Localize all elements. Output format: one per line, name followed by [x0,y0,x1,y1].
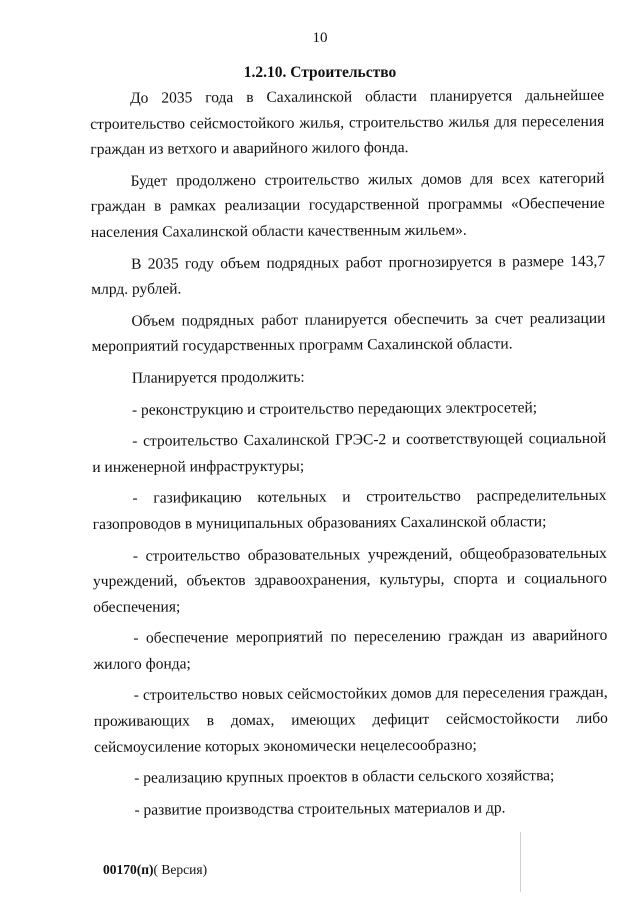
paragraph-construction-plans: До 2035 года в Сахалинской области планируется дальнейшее строительство сейсмостойкого жилья, строительство жилья для переселения граждан из ветхого и аварийного жилого фонда. [90,86,605,159]
list-item-seismic-houses: - строительство новых сейсмостойких домов для переселения граждан, проживающих в домах, имеющих дефицит сейсмостойкости либо сейсмоусиление которых экономически нецелесообразно; [93,684,608,756]
paragraph-funding: Объем подрядных работ планируется обеспечить за счет реализации мероприятий государственных программ Сахалинской области. [91,309,606,356]
scan-artifact-line [520,832,521,892]
list-item-power-grids: - реконструкцию и строительство передающих электросетей; [131,398,538,419]
document-footer [103,862,207,878]
page-number: 10 [312,30,328,46]
list-item-social-facilities: - строительство образовательных учреждений, общеобразовательных учреждений, объектов здравоохранения, культуры, спорта и социального обеспечения; [92,544,608,616]
list-item-resettlement: - обеспечение мероприятий по переселению граждан из аварийного жилого фонда; [93,627,608,673]
paragraph-plans-intro: Планируется продолжить: [131,368,305,387]
document-code: 00170(п) [103,862,154,877]
document-version: ( Версия) [153,862,208,877]
list-item-building-materials: - развитие производства строительных материалов и др. [134,799,506,819]
list-item-agriculture: - реализацию крупных проектов в области сельского хозяйства; [134,767,555,787]
document-body [90,83,608,824]
paragraph-housing-program: Будет продолжено строительство жилых домов для всех категорий граждан в рамках реализации государственной программы «Обеспечение населения Сахалинской области качественным жильем». [90,169,605,241]
list-item-gres-2: - строительство Сахалинской ГРЭС-2 и соответствующей социальной и инженерной инфраструктуры; [92,429,607,476]
section-heading: 1.2.10. Строительство [243,64,397,81]
list-item-gasification: - газификацию котельных и строительство распределительных газопроводов в муниципальных образованиях Сахалинской области; [92,487,607,533]
paragraph-contract-volume: В 2035 году объем подрядных работ прогнозируется в размере 143,7 млрд. рублей. [91,252,606,299]
